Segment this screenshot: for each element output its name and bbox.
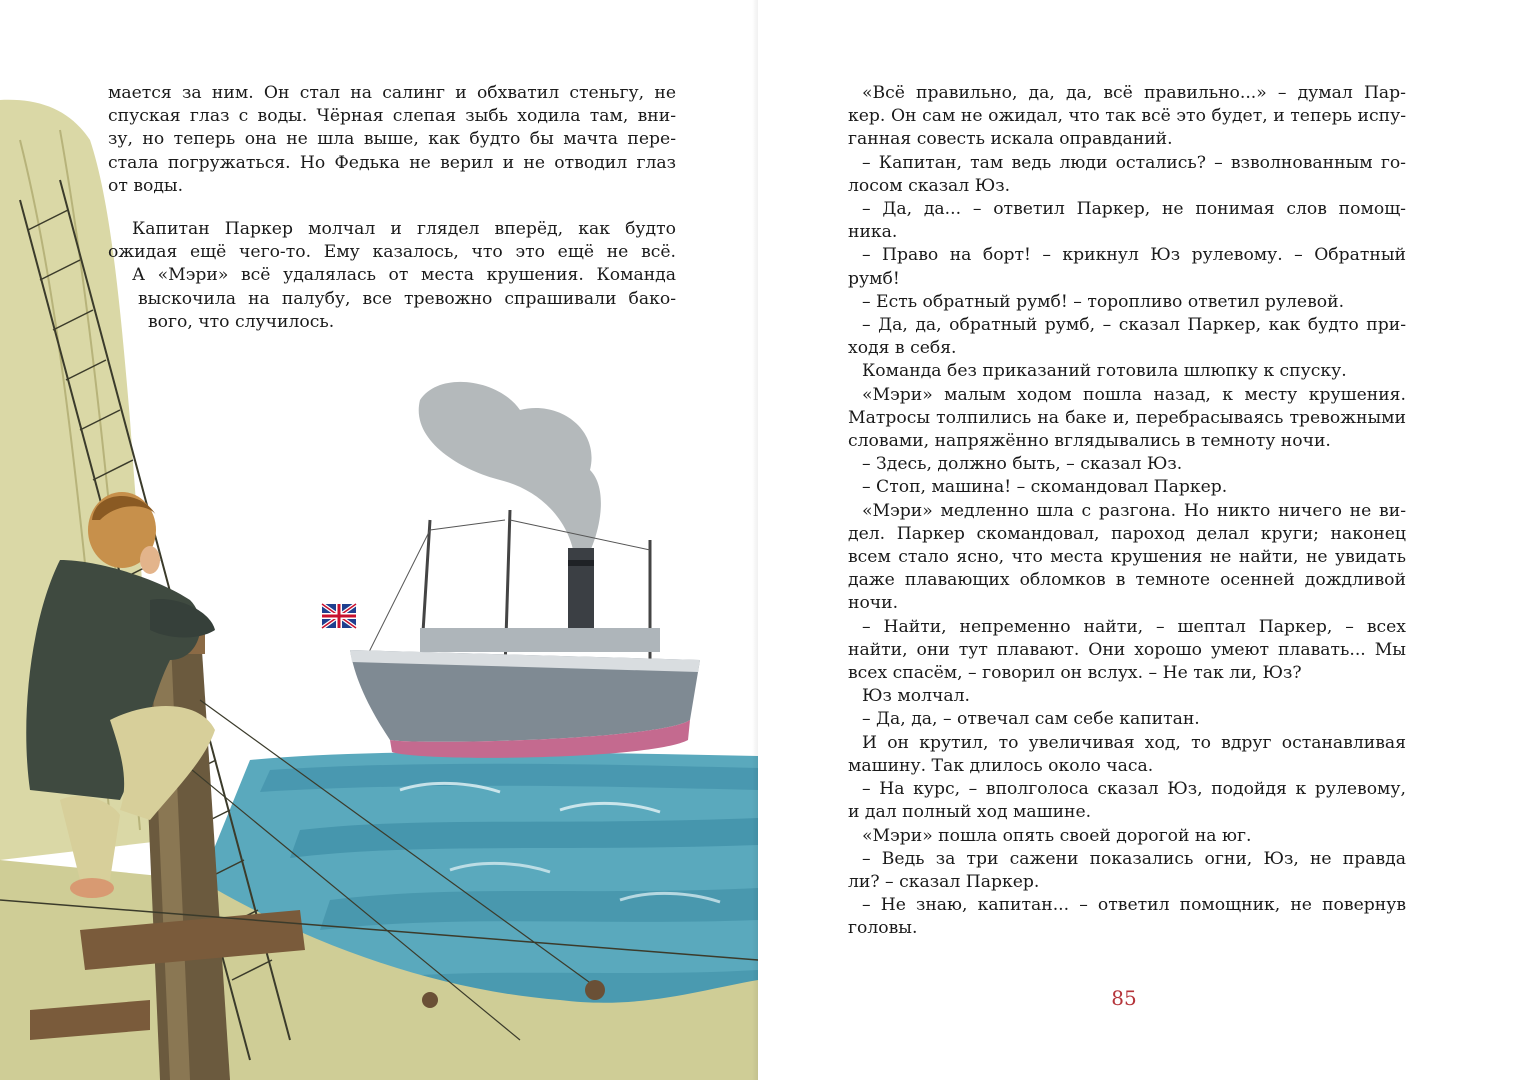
text-line: мается за ним. Он стал на салинг и обхватил стеньгу, не xyxy=(108,83,676,103)
right-page-text xyxy=(848,82,1406,941)
text-line: ника. xyxy=(848,222,898,243)
text-line: А «Мэри» всё удалялась от места крушения. Команда xyxy=(132,265,676,286)
text-line: – Есть обратный румб! – торопливо ответил рулевой. xyxy=(862,291,1345,312)
text-line: спуская глаз с воды. Чёрная слепая зыбь ходила там, вни- xyxy=(108,106,676,127)
text-line: стала погружаться. Но Федька не верил и не отводил глаз xyxy=(108,152,676,173)
text-line: – Стоп, машина! – скомандовал Паркер. xyxy=(862,477,1228,498)
text-line: головы. xyxy=(848,918,918,939)
text-line: – На курс, – вполголоса сказал Юз, подойдя к рулевому, xyxy=(862,779,1406,800)
text-line: от воды. xyxy=(108,175,184,196)
text-line: «Всё правильно, да, да, всё правильно...» – думал Пар- xyxy=(862,83,1406,103)
text-line: – Здесь, должно быть, – сказал Юз. xyxy=(862,454,1183,475)
text-line: – Да, да, – отвечал сам себе капитан. xyxy=(862,709,1200,730)
text-line: даже плавающих обломков в темноте осенней дождливой xyxy=(848,570,1406,591)
text-line: словами, напряжённо вглядывались в темноту ночи. xyxy=(848,431,1331,452)
text-line: вого, что случилось. xyxy=(148,311,335,332)
text-line: ганная совесть искала оправданий. xyxy=(848,129,1173,150)
text-line: – Найти, непременно найти, – шептал Паркер, – всех xyxy=(862,616,1406,637)
text-line: всем стало ясно, что места крушения не найти, не увидать xyxy=(848,547,1406,568)
text-line: выскочила на палубу, все тревожно спрашивали бако- xyxy=(138,288,676,309)
text-line: «Мэри» малым ходом пошла назад, к месту крушения. xyxy=(862,384,1406,405)
text-line: ходя в себя. xyxy=(848,338,957,359)
text-line: найти, они тут плавают. Они хорошо умеют плавать... Мы xyxy=(848,639,1406,660)
text-line: Капитан Паркер молчал и глядел вперёд, как будто xyxy=(132,219,676,240)
text-line: Команда без приказаний готовила шлюпку к спуску. xyxy=(862,361,1347,382)
text-line: ожидая ещё чего-то. Ему казалось, что это ещё не всё. xyxy=(108,242,676,263)
text-line: Юз молчал. xyxy=(862,686,970,707)
text-line: всех спасём, – говорил он вслух. – Не так ли, Юз? xyxy=(848,663,1302,684)
text-line: ночи. xyxy=(848,593,899,614)
text-line: – Да, да... – ответил Паркер, не понимая слов помощ- xyxy=(862,199,1406,220)
text-line: и дал полный ход машине. xyxy=(848,802,1092,823)
text-line: – Право на борт! – крикнул Юз рулевому. – Обратный xyxy=(862,245,1406,266)
text-line: – Ведь за три сажени показались огни, Юз, не правда xyxy=(862,848,1406,869)
left-page-text xyxy=(108,82,676,354)
text-line: – Да, да, обратный румб, – сказал Паркер, как будто при- xyxy=(862,315,1406,336)
text-line: лосом сказал Юз. xyxy=(848,175,1011,196)
british-flag-icon xyxy=(322,604,356,628)
text-line: ли? – сказал Паркер. xyxy=(848,871,1040,892)
page-number: 85 xyxy=(1111,986,1137,1010)
paragraph-1 xyxy=(108,82,676,198)
text-line: румб! xyxy=(848,268,900,289)
text-line: «Мэри» пошла опять своей дорогой на юг. xyxy=(862,825,1252,846)
text-line: машину. Так длилось около часа. xyxy=(848,755,1154,776)
paragraph-2 xyxy=(108,218,676,334)
text-line: – Не знаю, капитан... – ответил помощник, не повернув xyxy=(862,895,1406,916)
text-line: «Мэри» медленно шла с разгона. Но никто ничего не ви- xyxy=(862,500,1406,521)
text-line: дел. Паркер скомандовал, пароход делал круги; наконец xyxy=(848,523,1406,544)
text-line: – Капитан, там ведь люди остались? – взволнованным го- xyxy=(862,152,1406,173)
text-line: зу, но теперь она не шла выше, как будто бы мачта пере- xyxy=(108,129,676,150)
text-line: кер. Он сам не ожидал, что так всё это будет, и теперь испу- xyxy=(848,106,1406,127)
text-line: И он крутил, то увеличивая ход, то вдруг останавливая xyxy=(862,732,1406,753)
steamship-icon xyxy=(350,382,700,758)
text-line: Матросы толпились на баке и, перебрасываясь тревожными xyxy=(848,407,1406,428)
